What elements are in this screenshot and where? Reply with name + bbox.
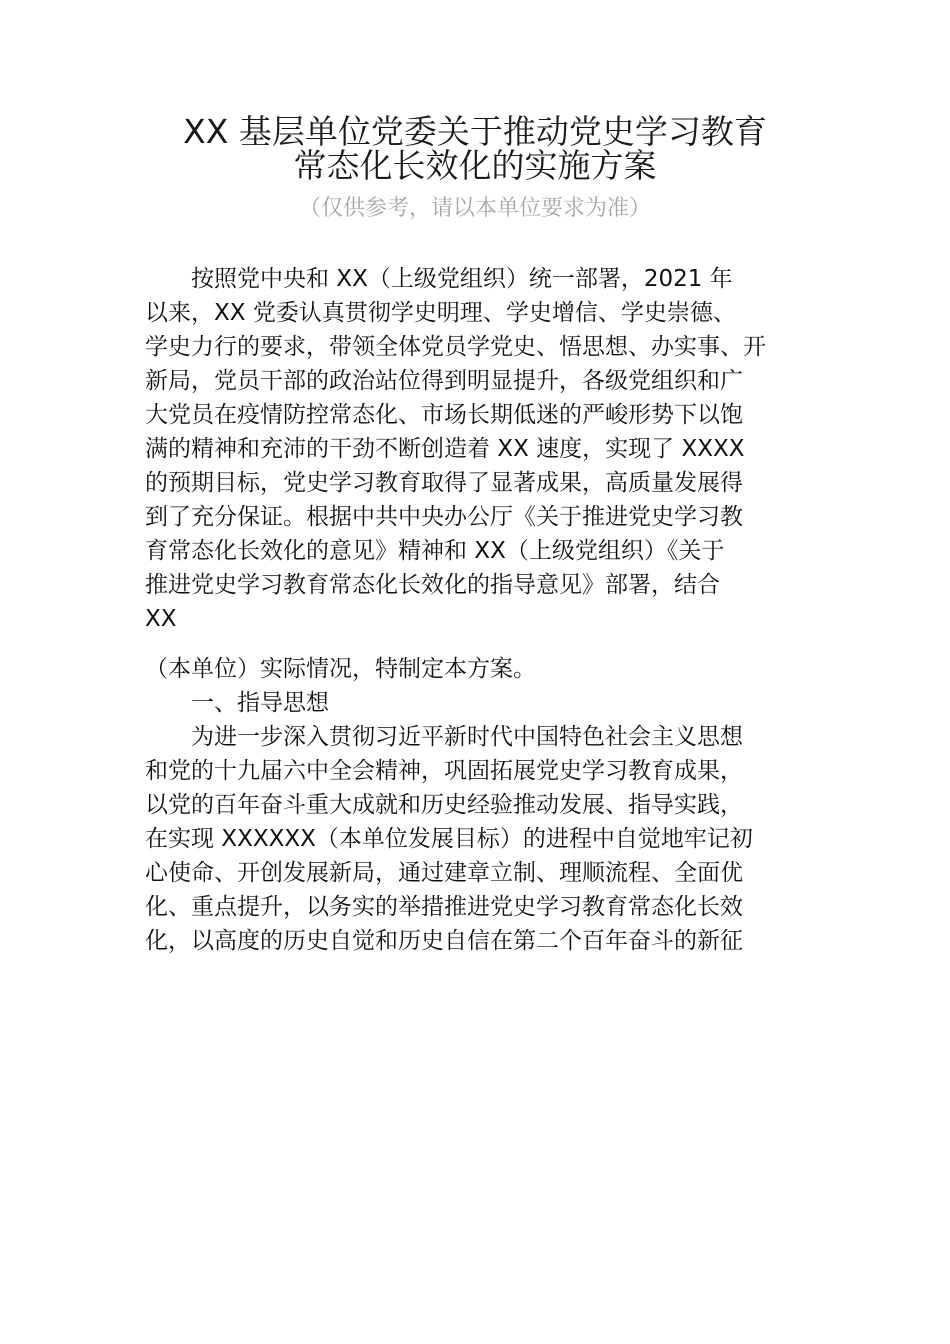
- document-subtitle: （仅供参考，请以本单位要求为准）: [298, 196, 651, 221]
- paragraph-line: 大党员在疫情防控常态化、市场长期低迷的严峻形势下以饱: [145, 402, 743, 428]
- guiding-thought-paragraph: [145, 720, 845, 958]
- intro-paragraph-tail: （本单位）实际情况，特制定本方案。: [145, 656, 536, 682]
- paragraph-line: 化、重点提升，以务实的举措推进党史学习教育常态化长效: [145, 894, 743, 920]
- paragraph-line: 的预期目标，党史学习教育取得了显著成果，高质量发展得: [145, 470, 743, 496]
- paragraph-line: 以党的百年奋斗重大成就和历史经验推动发展、指导实践，: [145, 792, 743, 818]
- paragraph-line: 到了充分保证。根据中共中央办公厅《关于推进党史学习教: [145, 504, 743, 530]
- section-heading-guiding-thought: 一、指导思想: [145, 690, 329, 716]
- paragraph-line: 新局，党员干部的政治站位得到明显提升，各级党组织和广: [145, 368, 743, 394]
- paragraph-line: 学史力行的要求，带领全体党员学党史、悟思想、办实事、开: [145, 334, 766, 360]
- paragraph-line: 按照党中央和 XX（上级党组织）统一部署，2021 年: [145, 266, 733, 292]
- paragraph-line: 为进一步深入贯彻习近平新时代中国特色社会主义思想: [145, 724, 743, 750]
- paragraph-line: 在实现 XXXXXX（本单位发展目标）的进程中自觉地牢记初: [145, 826, 753, 852]
- document-title-line-1: XX 基层单位党委关于推动党史学习教育: [183, 112, 767, 151]
- paragraph-line: 和党的十九届六中全会精神，巩固拓展党史学习教育成果，: [145, 758, 743, 784]
- paragraph-line: 心使命、开创发展新局，通过建章立制、理顺流程、全面优: [145, 860, 743, 886]
- paragraph-line: 满的精神和充沛的干劲不断创造着 XX 速度，实现了 XXXX: [145, 436, 745, 462]
- paragraph-line: 推进党史学习教育常态化长效化的指导意见》部署，结合: [145, 572, 720, 598]
- paragraph-line: 育常态化长效化的意见》精神和 XX（上级党组织）《关于: [145, 538, 725, 564]
- paragraph-line: 化，以高度的历史自觉和历史自信在第二个百年奋斗的新征: [145, 928, 743, 954]
- paragraph-line: 以来，XX 党委认真贯彻学史明理、学史增信、学史崇德、: [145, 300, 736, 326]
- document-title-line-2: 常态化长效化的实施方案: [293, 146, 657, 185]
- paragraph-line: XX: [145, 606, 177, 632]
- intro-paragraph: [145, 262, 825, 636]
